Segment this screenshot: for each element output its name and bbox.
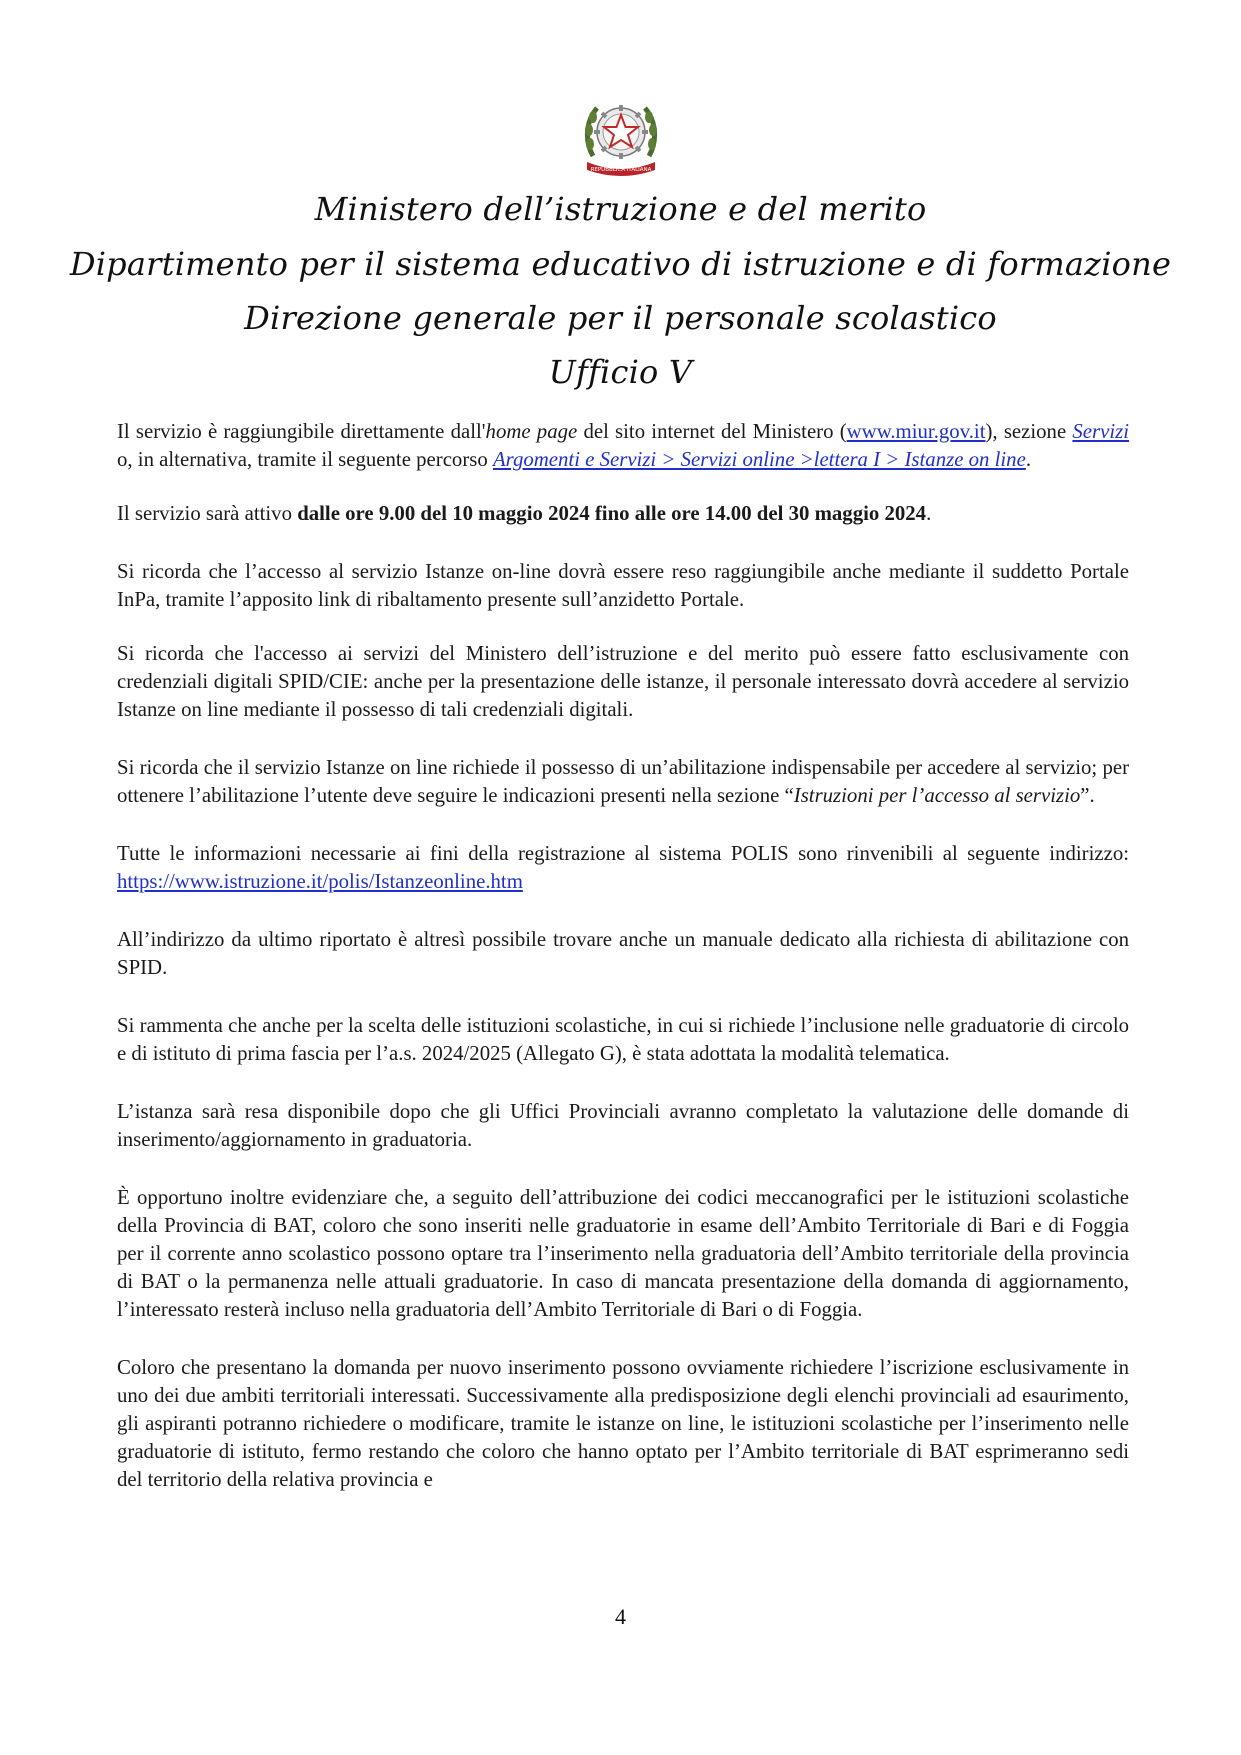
servizi-link[interactable]: Servizi [1072,420,1130,443]
page-number: 4 [615,1604,626,1629]
polis-link[interactable]: https://www.istruzione.it/polis/Istanzeonline.htm [117,870,523,893]
emblem-ribbon-text: REPUBBLICA ITALIANA [590,167,652,173]
header-office: Ufficio V [548,353,693,391]
paragraph-bat-province: È opportuno inoltre evidenziare che, a seguito dell’attribuzione dei codici meccanografici per le istituzioni scolastiche della Provincia di BAT, coloro che sono inseriti nelle graduatorie in esame dell’Ambito Territoriale di Bari e di Foggia per il corrente anno scolastico possono optare tra l’inserimento nella graduatoria dell’Ambito territoriale della provincia di BAT o la permanenza nelle attuali graduatorie. In caso di mancata presentazione della domanda di aggiornamento, l’interessato resterà incluso nella graduatoria dell’Ambito Territoriale di Bari o di Foggia. [117,1186,1129,1321]
paragraph-allegato-g: Si rammenta che anche per la scelta delle istituzioni scolastiche, in cui si richiede l’inclusione nelle graduatorie di circolo e di istituto di prima fascia per l’a.s. 2024/2025 (Allegato G), è stata adottata la modalità telematica. [117,1014,1129,1065]
istanze-path-link[interactable]: Argomenti e Servizi > Servizi online >lettera I > Istanze on line [492,448,1026,471]
service-dates: dalle ore 9.00 del 10 maggio 2024 fino alle ore 14.00 del 30 maggio 2024 [297,502,927,525]
document-body [117,418,1129,1520]
paragraph-service-dates: Il servizio sarà attivo dalle ore 9.00 del 10 maggio 2024 fino alle ore 14.00 del 30 maggio 2024. [117,502,932,525]
paragraph-access-service: Il servizio è raggiungibile direttamente dall'home page del sito internet del Ministero (www.miur.gov.it), sezione Servizi o, in alternativa, tramite il seguente percorso Argomenti e Servizi > Servizi online >lettera I > Istanze on line. [117,420,1130,471]
header-department: Dipartimento per il sistema educativo di istruzione e di formazione [69,245,1172,283]
header-ministry: Ministero dell’istruzione e del merito [314,190,927,228]
paragraph-provincial-offices: L’istanza sarà resa disponibile dopo che gli Uffici Provinciali avranno completato la valutazione delle domande di inserimento/aggiornamento in graduatoria. [117,1100,1129,1151]
italian-republic-emblem-icon [581,96,661,180]
paragraph-spid-cie: Si ricorda che l'accesso ai servizi del Ministero dell’istruzione e del merito può essere fatto esclusivamente con credenziali digitali SPID/CIE: anche per la presentazione delle istanze, il personale interessato dovrà accedere al servizio Istanze on line mediante il possesso di tali credenziali digitali. [117,642,1129,721]
paragraph-inpa-portal: Si ricorda che l’accesso al servizio Istanze on-line dovrà essere reso raggiungibile anche mediante il suddetto Portale InPa, tramite l’apposito link di ribaltamento presente sull’anzidetto Portale. [117,560,1129,611]
paragraph-manual: All’indirizzo da ultimo riportato è altresì possibile trovare anche un manuale dedicato alla richiesta di abilitazione con SPID. [117,928,1129,979]
header-directorate: Direzione generale per il personale scolastico [244,299,997,337]
paragraph-polis: Tutte le informazioni necessarie ai fini della registrazione al sistema POLIS sono rinvenibili al seguente indirizzo: https://www.istruzione.it/polis/Istanzeonline.htm [117,842,1129,893]
paragraph-new-insertion: Coloro che presentano la domanda per nuovo inserimento possono ovviamente richiedere l’iscrizione esclusivamente in uno dei due ambiti territoriali interessati. Successivamente alla predisposizione degli elenchi provinciali ad esaurimento, gli aspiranti potranno richiedere o modificare, tramite le istanze on line, le istituzioni scolastiche per l’inserimento nelle graduatorie di istituto, fermo restando che coloro che hanno optato per l’Ambito territoriale di BAT esprimeranno sedi del territorio della relativa provincia e [117,1356,1129,1491]
paragraph-abilitazione: Si ricorda che il servizio Istanze on line richiede il possesso di un’abilitazione indispensabile per accedere al servizio; per ottenere l’abilitazione l’utente deve seguire le indicazioni presenti nella sezione “Istruzioni per l’accesso al servizio”. [117,756,1129,807]
ministry-site-link[interactable]: www.miur.gov.it [846,420,986,443]
